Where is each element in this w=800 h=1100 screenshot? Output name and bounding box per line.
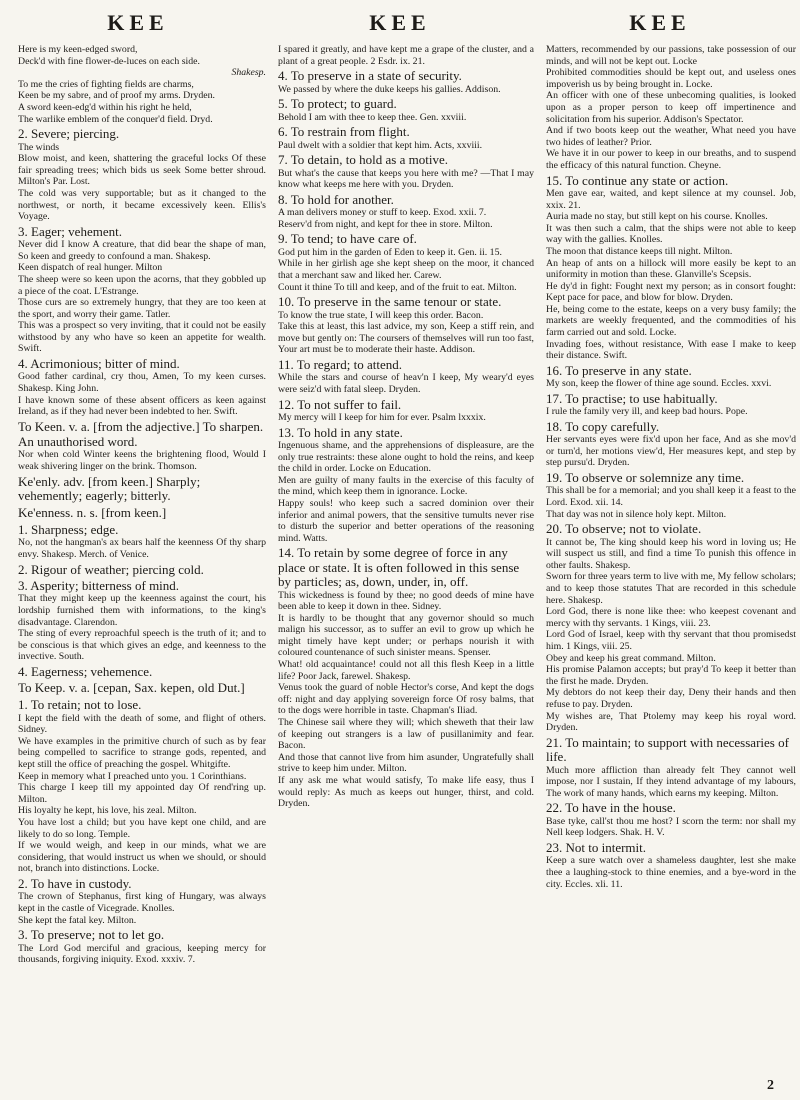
paragraph: Here is my keen-edged sword, (18, 44, 138, 55)
paragraph: An heap of ants on a hillock will more easily be kept to an uniformity in motion than these. Glanville's Scepsis. (546, 257, 796, 281)
sense-heading: 6. To restrain from flight. (278, 124, 410, 140)
paragraph: I kept the field with the death of some, and flight of others. Sidney. (18, 712, 266, 736)
paragraph: Lord God of Israel, keep with thy servant that thou promisedst him. 1 Kings, viii. 25. (546, 629, 796, 652)
paragraph: The cold was very supportable; but as it changed to the northwest, or north, it became excessively keen. Ellis's Voyage. (18, 187, 266, 223)
sense-heading: 2. Severe; piercing. (18, 126, 120, 142)
columns (18, 44, 796, 1084)
paragraph: It is hardly to be thought that any governor should so much malign his successor, as to suffer an evil to grow up which he might timely have kept under; or perhaps nourish it with coloured countenance of such sinister means. Spenser. (278, 612, 534, 659)
paragraph: The sting of every reproachful speech is the truth of it; and to be conscious is that which gives an edge, and keenness to the invective. South. (18, 628, 266, 663)
paragraph: The Chinese sail where they will; which sheweth that their law of keeping out strangers is a law of pusillanimity and fear. Bacon. (278, 717, 534, 752)
paragraph: The Lord God merciful and gracious, keeping mercy for thousands, forgiving iniquity. Exod. xxxiv. 7. (18, 942, 266, 966)
paragraph: You have lost a child; but you have kept one child, and are likely to do so long. Temple. (18, 816, 266, 840)
paragraph: Ingenuous shame, and the apprehensions of displeasure, are the only true restraints: these alone ought to hold the reins, and keep the child in order. Locke on Education. (278, 439, 534, 475)
paragraph: If any ask me what would satisfy, To make life easy, thus I would reply: As much as keeps out hunger, thirst, and cold. Dryden. (278, 775, 534, 810)
paragraph: Happy souls! who keep such a sacred dominion over their inferior and animal powers, that the sensitive tumults never rise to disturb the superior and better operations of the reasoning mind. Watts. (278, 497, 534, 544)
paragraph: I have known some of these absent officers as keen against Ireland, as if they had never been indebted to her. Swift. (18, 394, 266, 418)
paragraph: She kept the fatal key. Milton. (18, 914, 137, 926)
paragraph: Much more affliction than already felt They cannot well impose, nor I sustain, If they intend advantage of my labours, The work of many hands, which earns my keeping. Milton. (546, 764, 796, 799)
entry-headword: Ke'enly. adv. [from keen.] Sharply; vehemently; eagerly; bitterly. (18, 473, 201, 504)
sense-heading: 12. To not suffer to fail. (278, 396, 402, 412)
paragraph: We have it in our power to keep in our breaths, and to suspend the efficacy of this natural function. Cheyne. (546, 148, 796, 171)
sense-heading: 3. To preserve; not to let go. (18, 927, 165, 943)
sense-heading: 3. Asperity; bitterness of mind. (18, 578, 180, 594)
paragraph: My son, keep the flower of thine age sound. Eccles. xxvi. (546, 378, 772, 390)
paragraph: And if two boots keep out the weather, What need you have two hides of leather? Prior. (546, 125, 796, 148)
sense-heading: 17. To practise; to use habitually. (546, 390, 718, 406)
paragraph: And those that cannot live from him asunder, Ungratefully shall strive to keep him under. Milton. (278, 751, 534, 775)
header-center: KEE (369, 10, 431, 35)
paragraph: It was then such a calm, that the ships were not able to keep way with the gallies. Knolles. (546, 222, 796, 246)
sense-heading: 1. To retain; not to lose. (18, 697, 142, 713)
paragraph: My mercy will I keep for him for ever. Psalm lxxxix. (278, 411, 486, 423)
sense-heading: 2. To have in custody. (18, 875, 132, 891)
sense-heading: 1. Sharpness; edge. (18, 522, 119, 538)
paragraph: That day was not in silence holy kept. Milton. (546, 508, 727, 520)
sense-heading: 14. To retain by some degree of force in any place or state. It is often followed in this sense by particles; as, down, under, in, off. (278, 545, 520, 590)
paragraph: While in her girlish age she kept sheep on the moor, it chanced that a merchant saw and liked her. Carew. (278, 258, 534, 281)
sense-heading: 15. To continue any state or action. (546, 172, 729, 188)
paragraph: Venus took the guard of noble Hector's corse, And kept the dogs off: night and day applying sovereign force Of rosy balms, that to the dogs were horrible in taste. Chapman's Iliad. (278, 682, 534, 717)
page-number: 2 (767, 1078, 774, 1093)
sense-heading: 2. Rigour of weather; piercing cold. (18, 561, 204, 577)
sense-heading: 18. To copy carefully. (546, 418, 660, 434)
sense-heading: 19. To observe or solemnize any time. (546, 470, 745, 486)
paragraph: Men gave ear, waited, and kept silence at my counsel. Job, xxix. 21. (546, 187, 796, 211)
paragraph: Those curs are so extremely hungry, that they are too keen at the sport, and worry their game. Tatler. (18, 297, 266, 320)
paragraph: He dy'd in fight: Fought next my person; as in consort fought: Kept pace for pace, and blow for blow. Dryden. (546, 280, 796, 304)
paragraph: Prohibited commodities should be kept out, and useless ones impoverish us by being brought in. Locke. (546, 67, 796, 90)
citation: Shakesp. (231, 67, 266, 79)
paragraph: Auria made no stay, but still kept on his course. Knolles. (546, 211, 768, 223)
sense-heading: 3. Eager; vehement. (18, 223, 122, 239)
paragraph: His promise Palamon accepts; but pray'd To keep it better than the first he made. Dryden. (546, 664, 796, 687)
paragraph: Men are guilty of many faults in the exercise of this faculty of the mind, which keep them in ignorance. Locke. (278, 474, 534, 498)
paragraph: This was a prospect so very inviting, that it could not be easily withstood by any who have so keen an appetite for wealth. Swift. (18, 320, 266, 355)
paragraph: An officer with one of these unbecoming qualities, is looked upon as a proper person to keep off impertinence and solicitation from his superior. Addison's Spectator. (546, 90, 796, 125)
paragraph: I rule the family very ill, and keep bad hours. Pope. (546, 406, 748, 418)
paragraph: The moon that distance keeps till night. Milton. (546, 245, 733, 257)
paragraph: We have examples in the primitive church of such as by fear being compelled to sacrifice to strange gods, repented, and kept still the office of preaching the gospel. Whitgifte. (18, 735, 266, 770)
sense-heading: 23. Not to intermit. (546, 839, 647, 855)
paragraph: To know the true state, I will keep this order. Bacon. (278, 309, 484, 321)
sense-heading: 20. To observe; not to violate. (546, 521, 702, 537)
paragraph: Sworn for three years term to live with me, My fellow scholars; and to keep those statutes That are recorded in this schedule here. Shakesp. (546, 571, 796, 606)
paragraph: God put him in the garden of Eden to keep it. Gen. ii. 15. (278, 246, 502, 258)
paragraph: Matters, recommended by our passions, take possession of our minds, and will not be kept out. Locke (546, 44, 796, 67)
paragraph: Reserv'd from night, and kept for thee in store. Milton. (278, 218, 493, 230)
paragraph: Lord God, there is none like thee: who keepest covenant and mercy with thy servants. 1 Kings, viii. 23. (546, 606, 796, 629)
paragraph: My debtors do not keep their day, Deny their hands and then refuse to pay. Dryden. (546, 687, 796, 710)
paragraph: Keen dispatch of real hunger. Milton (18, 262, 163, 274)
paragraph: Take this at least, this last advice, my son, Keep a stiff rein, and move but gently on: The coursers of themselves will run too fast, Your art must be to moderate their haste. Addison. (278, 321, 534, 356)
paragraph: Keep a sure watch over a shameless daughter, lest she make thee a laughing-stock to thine enemies, and a bye-word in the city. Eccles. xli. 11. (546, 855, 796, 890)
sense-heading: 21. To maintain; to support with necessaries of life. (546, 734, 789, 765)
column-right (546, 44, 796, 1084)
paragraph: His loyalty he kept, his love, his zeal. Milton. (18, 805, 197, 817)
paragraph: But what's the cause that keeps you here with me? —That I may know what keeps me here with you. Dryden. (278, 167, 534, 191)
paragraph: Her servants eyes were fix'd upon her face, And as she mov'd or turn'd, her motions view'd, Her measures kept, and step by step pursu'd. Dryden. (546, 434, 796, 469)
entry-headword: Ke'enness. n. s. [from keen.] (18, 505, 167, 521)
sense-heading: 4. Acrimonious; bitter of mind. (18, 356, 180, 372)
paragraph: A sword keen-edg'd within his right he held, (18, 101, 192, 113)
paragraph: Keep in memory what I preached unto you. 1 Corinthians. (18, 770, 247, 782)
paragraph: Invading foes, without resistance, With ease I make to keep their distance. Swift. (546, 338, 796, 362)
paragraph: We passed by where the duke keeps his gallies. Addison. (278, 83, 501, 95)
sense-heading: 13. To hold in any state. (278, 424, 403, 440)
paragraph: The crown of Stephanus, first king of Hungary, was always kept in the castle of Vicegrade. Knolles. (18, 891, 266, 914)
paragraph: That they might keep up the keenness against the court, his lordship furnished them with informations, to the king's disadvantage. Clarendon. (18, 593, 266, 628)
paragraph: Blow moist, and keen, shattering the graceful locks Of these fair spreading trees; which bids us seek Some better shroud. Milton's Par. Lost. (18, 153, 266, 188)
column-middle (278, 44, 534, 1084)
sense-heading: 10. To preserve in the same tenour or state. (278, 294, 502, 310)
paragraph: The sheep were so keen upon the acorns, that they gobbled up a piece of the coat. L'Estrange. (18, 273, 266, 297)
sense-heading: 8. To hold for another. (278, 191, 394, 207)
sense-heading: 5. To protect; to guard. (278, 96, 397, 112)
paragraph: The warlike emblem of the conquer'd field. Dryd. (18, 113, 213, 125)
paragraph: This charge I keep till my appointed day Of rend'ring up. Milton. (18, 782, 266, 805)
sense-heading: 9. To tend; to have care of. (278, 231, 417, 247)
paragraph: No, not the hangman's ax bears half the keenness Of thy sharp envy. Shakesp. Merch. of Venice. (18, 537, 266, 561)
paragraph: To me the cries of fighting fields are charms, (18, 78, 194, 90)
header-right: KEE (629, 10, 691, 35)
paragraph: Never did I know A creature, that did bear the shape of man, So keen and greedy to confound a man. Shakesp. (18, 239, 266, 262)
paragraph: Keen be my sabre, and of proof my arms. Dryden. (18, 90, 215, 102)
sense-heading: 4. To preserve in a state of security. (278, 68, 462, 84)
sense-heading: 22. To have in the house. (546, 800, 676, 816)
paragraph: A man delivers money or stuff to keep. Exod. xxii. 7. (278, 207, 487, 219)
entry-headword: To Keen. v. a. [from the adjective.] To sharpen. An unauthorised word. (18, 418, 264, 449)
sense-heading: 7. To detain, to hold as a motive. (278, 152, 448, 168)
running-header (18, 10, 782, 38)
paragraph: While the stars and course of heav'n I keep, My weary'd eyes were seiz'd with fatal sleep. Dryden. (278, 372, 534, 395)
paragraph: Behold I am with thee to keep thee. Gen. xxviii. (278, 111, 467, 123)
paragraph: He, being come to the estate, keeps on a very busy family; the markets are weekly frequented, and the commodities of his farm carried out and sold. Locke. (546, 303, 796, 339)
paragraph: Good father cardinal, cry thou, Amen, To my keen curses. Shakesp. King John. (18, 371, 266, 395)
sense-heading: 4. Eagerness; vehemence. (18, 663, 153, 679)
paragraph: The winds (18, 141, 60, 153)
paragraph: Obey and keep his great command. Milton. (546, 652, 716, 664)
paragraph: Paul dwelt with a soldier that kept him. Acts, xxviii. (278, 139, 483, 151)
paragraph: My wishes are, That Ptolemy may keep his royal word. Dryden. (546, 710, 796, 734)
paragraph: It cannot be, The king should keep his word in loving us; He will suspect us still, and find a time To punish this offence in other faults. Shakesp. (546, 536, 796, 571)
paragraph: Count it thine To till and keep, and of the fruit to eat. Milton. (278, 281, 517, 293)
sense-heading: 16. To preserve in any state. (546, 362, 692, 378)
paragraph: Base tyke, call'st thou me host? I scorn the term: nor shall my Nell keep lodgers. Shak. H. V. (546, 815, 796, 839)
paragraph: If we would weigh, and keep in our minds, what we are considering, that would instruct us when we should, or should not, branch into distinctions. Locke. (18, 840, 266, 875)
entry-headword: To Keep. v. a. [cepan, Sax. kepen, old Dut.] (18, 680, 245, 696)
column-left (18, 44, 266, 1084)
paragraph: Deck'd with fine flower-de-luces on each side. (18, 55, 200, 67)
header-left: KEE (107, 10, 169, 35)
paragraph: I spared it greatly, and have kept me a grape of the cluster, and a plant of a great people. 2 Esdr. ix. 21. (278, 44, 534, 67)
paragraph: What! old acquaintance! could not all this flesh Keep in a little life? Poor Jack, farewel. Shakesp. (278, 659, 534, 682)
paragraph: Nor when cold Winter keens the brightening flood, Would I weak shivering linger on the brink. Thomson. (18, 449, 266, 473)
paragraph: This wickedness is found by thee; no good deeds of mine have been able to keep it down in thee. Sidney. (278, 589, 534, 613)
paragraph: This shall be for a memorial; and you shall keep it a feast to the Lord. Exod. xii. 14. (546, 485, 796, 509)
sense-heading: 11. To regard; to attend. (278, 356, 403, 372)
